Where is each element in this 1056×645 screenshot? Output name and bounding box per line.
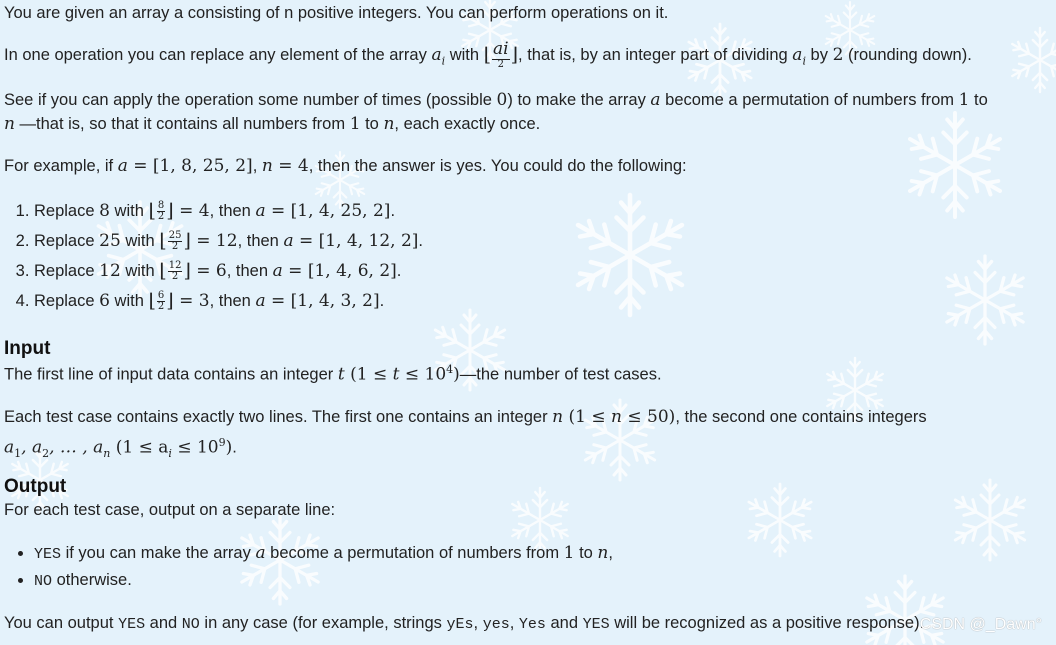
step-then: , then [226,262,273,280]
step-array: [1, 4, 6, 2] [307,261,397,281]
ex-comma: , [252,157,262,175]
step-fraction [168,261,183,283]
step-a: a [255,291,266,311]
floor-close: ⌋ [510,44,519,67]
step-item [34,226,423,256]
input-l2-seq: a [4,437,15,458]
step-fraction [157,201,165,223]
step-then: , then [237,232,284,250]
any-yes: YES [118,616,146,633]
step-result: 12 [215,231,238,251]
input-l2-seq-s1: 1 [14,446,22,460]
input-l2-seq-sn: n [103,446,111,460]
ex-four: 4 [297,156,309,176]
see-one: 1 [958,90,970,110]
op-end: (rounding down). [843,46,972,65]
see-6: to [360,115,384,133]
step-eq: = [173,291,199,311]
step-end: . [396,262,402,280]
input-l2-seq-s2: 2 [42,446,50,460]
any-d: will be recognized as a positive response). [609,614,925,632]
bullet-a: a [255,543,266,563]
ex-a: a [117,156,128,176]
input-l2-n2: n [611,407,622,427]
see-zero: 0 [496,90,508,110]
step-with: with [109,202,149,220]
floor-close: ⌋ [183,230,191,252]
input-l1-text: The first line of input data contains an integer [4,365,338,384]
step-item [34,256,423,286]
step-then: , then [209,292,256,310]
op-by: by [805,46,833,65]
step-value: 8 [99,201,110,221]
any-c2: , [509,614,519,632]
floor-open: ⌊ [159,260,167,282]
op-var2: a [792,45,803,66]
operation-line [4,41,972,70]
step-replace: Replace [34,232,100,250]
input-l2-cond2-c: ) [225,437,233,458]
step-eq2: = [265,291,291,311]
step-eq2: = [293,231,319,251]
see-3: become a permutation of numbers from [660,91,959,109]
step-fraction [157,291,165,313]
op-var: a [431,45,442,66]
step-value: 12 [99,261,121,281]
step-with: with [109,292,149,310]
see-a: a [650,90,661,110]
step-item [34,196,423,226]
input-line-2 [4,404,1050,467]
input-l1-t: t [337,364,345,385]
input-l1-cond-a: (1 ≤ [344,364,393,385]
input-l2-cond2-a: (1 ≤ a [110,437,169,458]
step-num: 12 [168,259,182,271]
output-line-1: For each test case, output on a separate line: [4,501,336,519]
any-s3: Yes [518,616,546,633]
step-num: 6 [157,289,165,301]
input-l1-cond-b: ≤ 10 [399,364,447,385]
step-replace: Replace [34,262,100,280]
step-eq: = [173,201,199,221]
any-a: You can output [4,614,119,632]
step-result: 4 [198,201,210,221]
see-paragraph [4,88,1050,136]
see-4: to [969,91,988,109]
op-fraction [492,41,510,70]
step-a: a [255,201,266,221]
step-end: . [390,202,396,220]
step-num: 25 [168,229,182,241]
input-l2-seq-m: , a [21,437,43,458]
input-l1-exp: 4 [446,363,454,376]
op-den: 2 [497,58,505,70]
steps-list [0,196,423,316]
floor-close: ⌋ [183,260,191,282]
step-with: with [120,262,160,280]
bullet-code: NO [34,573,53,590]
step-a: a [283,231,294,251]
output-bullet [34,540,613,567]
step-den: 2 [171,241,179,253]
any-s1: yEs [446,616,474,633]
floor-open: ⌊ [148,200,156,222]
output-bullet [34,567,613,594]
intro-text: You are given an array a consisting of n positive integers. You can perform operations on it. [4,4,669,22]
floor-open: ⌊ [483,44,492,67]
see-5: —that is, so that it contains all numbers from [14,115,350,133]
step-replace: Replace [34,202,100,220]
intro-line [4,2,668,26]
step-fraction [168,231,183,253]
see-n2: n [383,114,395,134]
op-sub2: i [802,54,806,68]
input-heading: Input [4,338,51,359]
input-l2-cond-a: (1 ≤ [563,407,612,427]
step-num: 8 [157,199,165,211]
floor-close: ⌋ [166,290,174,312]
input-l1-t2: t [392,364,400,385]
op-num: ai [493,39,509,59]
step-value: 6 [99,291,110,311]
bullet-text-c: to [574,544,598,562]
op-sub: i [441,54,446,68]
see-n: n [4,114,15,134]
any-s2: yes [482,616,510,633]
step-result: 3 [198,291,210,311]
any-no: NO [181,616,200,633]
bullet-text-a: otherwise. [52,571,132,589]
step-eq2: = [265,201,291,221]
example-line [4,154,687,179]
any-c3: and [545,614,583,632]
see-7: , each exactly once. [394,115,541,133]
step-result: 6 [215,261,227,281]
step-array: [1, 4, 3, 2] [290,291,380,311]
floor-close: ⌋ [166,200,174,222]
step-eq2: = [282,261,308,281]
any-s4: YES [582,616,610,633]
watermark: CSDN @_Dawn° [919,615,1042,633]
step-eq: = [190,231,216,251]
bullet-one: 1 [563,543,575,563]
any-c1: , [473,614,483,632]
input-l1-end: —the number of test cases. [459,365,662,384]
see-one2: 1 [349,114,361,134]
step-den: 2 [171,271,179,283]
ex-arr: [1, 8, 25, 2] [152,156,253,176]
input-l2-n: n [552,407,564,427]
input-l2-text-b: , the second one contains integers [675,408,927,426]
any-c: in any case (for example, strings [199,614,447,632]
output-heading: Output [4,476,67,497]
see-1: See if you can apply the operation some number of times (possible [4,91,497,109]
ex-eq: = [127,156,153,176]
op-post: , that is, by an integer part of dividing [518,46,793,65]
step-den: 2 [157,301,165,313]
any-b: and [145,614,182,632]
step-end: . [418,232,424,250]
bullet-text-d: , [608,544,613,562]
floor-open: ⌊ [159,230,167,252]
output-any-case [4,612,924,636]
bullet-text-a: if you can make the array [61,544,256,562]
ex-eq2: = [272,156,298,176]
step-eq: = [190,261,216,281]
input-l2-cond2-b: ≤ 10 [171,437,219,458]
input-l2-end: . [232,438,237,457]
step-array: [1, 4, 12, 2] [318,231,419,251]
step-den: 2 [157,211,165,223]
floor-open: ⌊ [148,290,156,312]
step-replace: Replace [34,292,100,310]
ex-1: For example, if [4,157,118,175]
op-pre: In one operation you can replace any element of the array [4,46,432,65]
step-value: 25 [99,231,121,251]
step-item [34,286,423,316]
ex-n: n [261,156,273,176]
step-array: [1, 4, 25, 2] [290,201,391,221]
input-l2-seq-m2: , … , a [49,437,104,458]
output-bullets [0,540,613,594]
input-l2-text: Each test case contains exactly two lines. The first one contains an integer [4,408,553,426]
op-two: 2 [832,45,844,66]
op-with: with [445,46,484,65]
input-l2-cond2-exp: 9 [218,436,226,449]
step-a: a [272,261,283,281]
bullet-code: YES [34,546,62,563]
bullet-text-b: become a permutation of numbers from [265,544,564,562]
input-l2-cond2-sub: i [168,446,172,460]
see-2: ) to make the array [507,91,651,109]
input-l2-cond-b: ≤ 50) [621,407,676,427]
step-end: . [379,292,385,310]
step-with: with [120,232,160,250]
bullet-n: n [597,543,609,563]
step-then: , then [209,202,256,220]
input-l1-cond-c: ) [453,364,460,385]
input-line-1 [4,362,662,387]
ex-2: , then the answer is yes. You could do the following: [308,157,687,175]
